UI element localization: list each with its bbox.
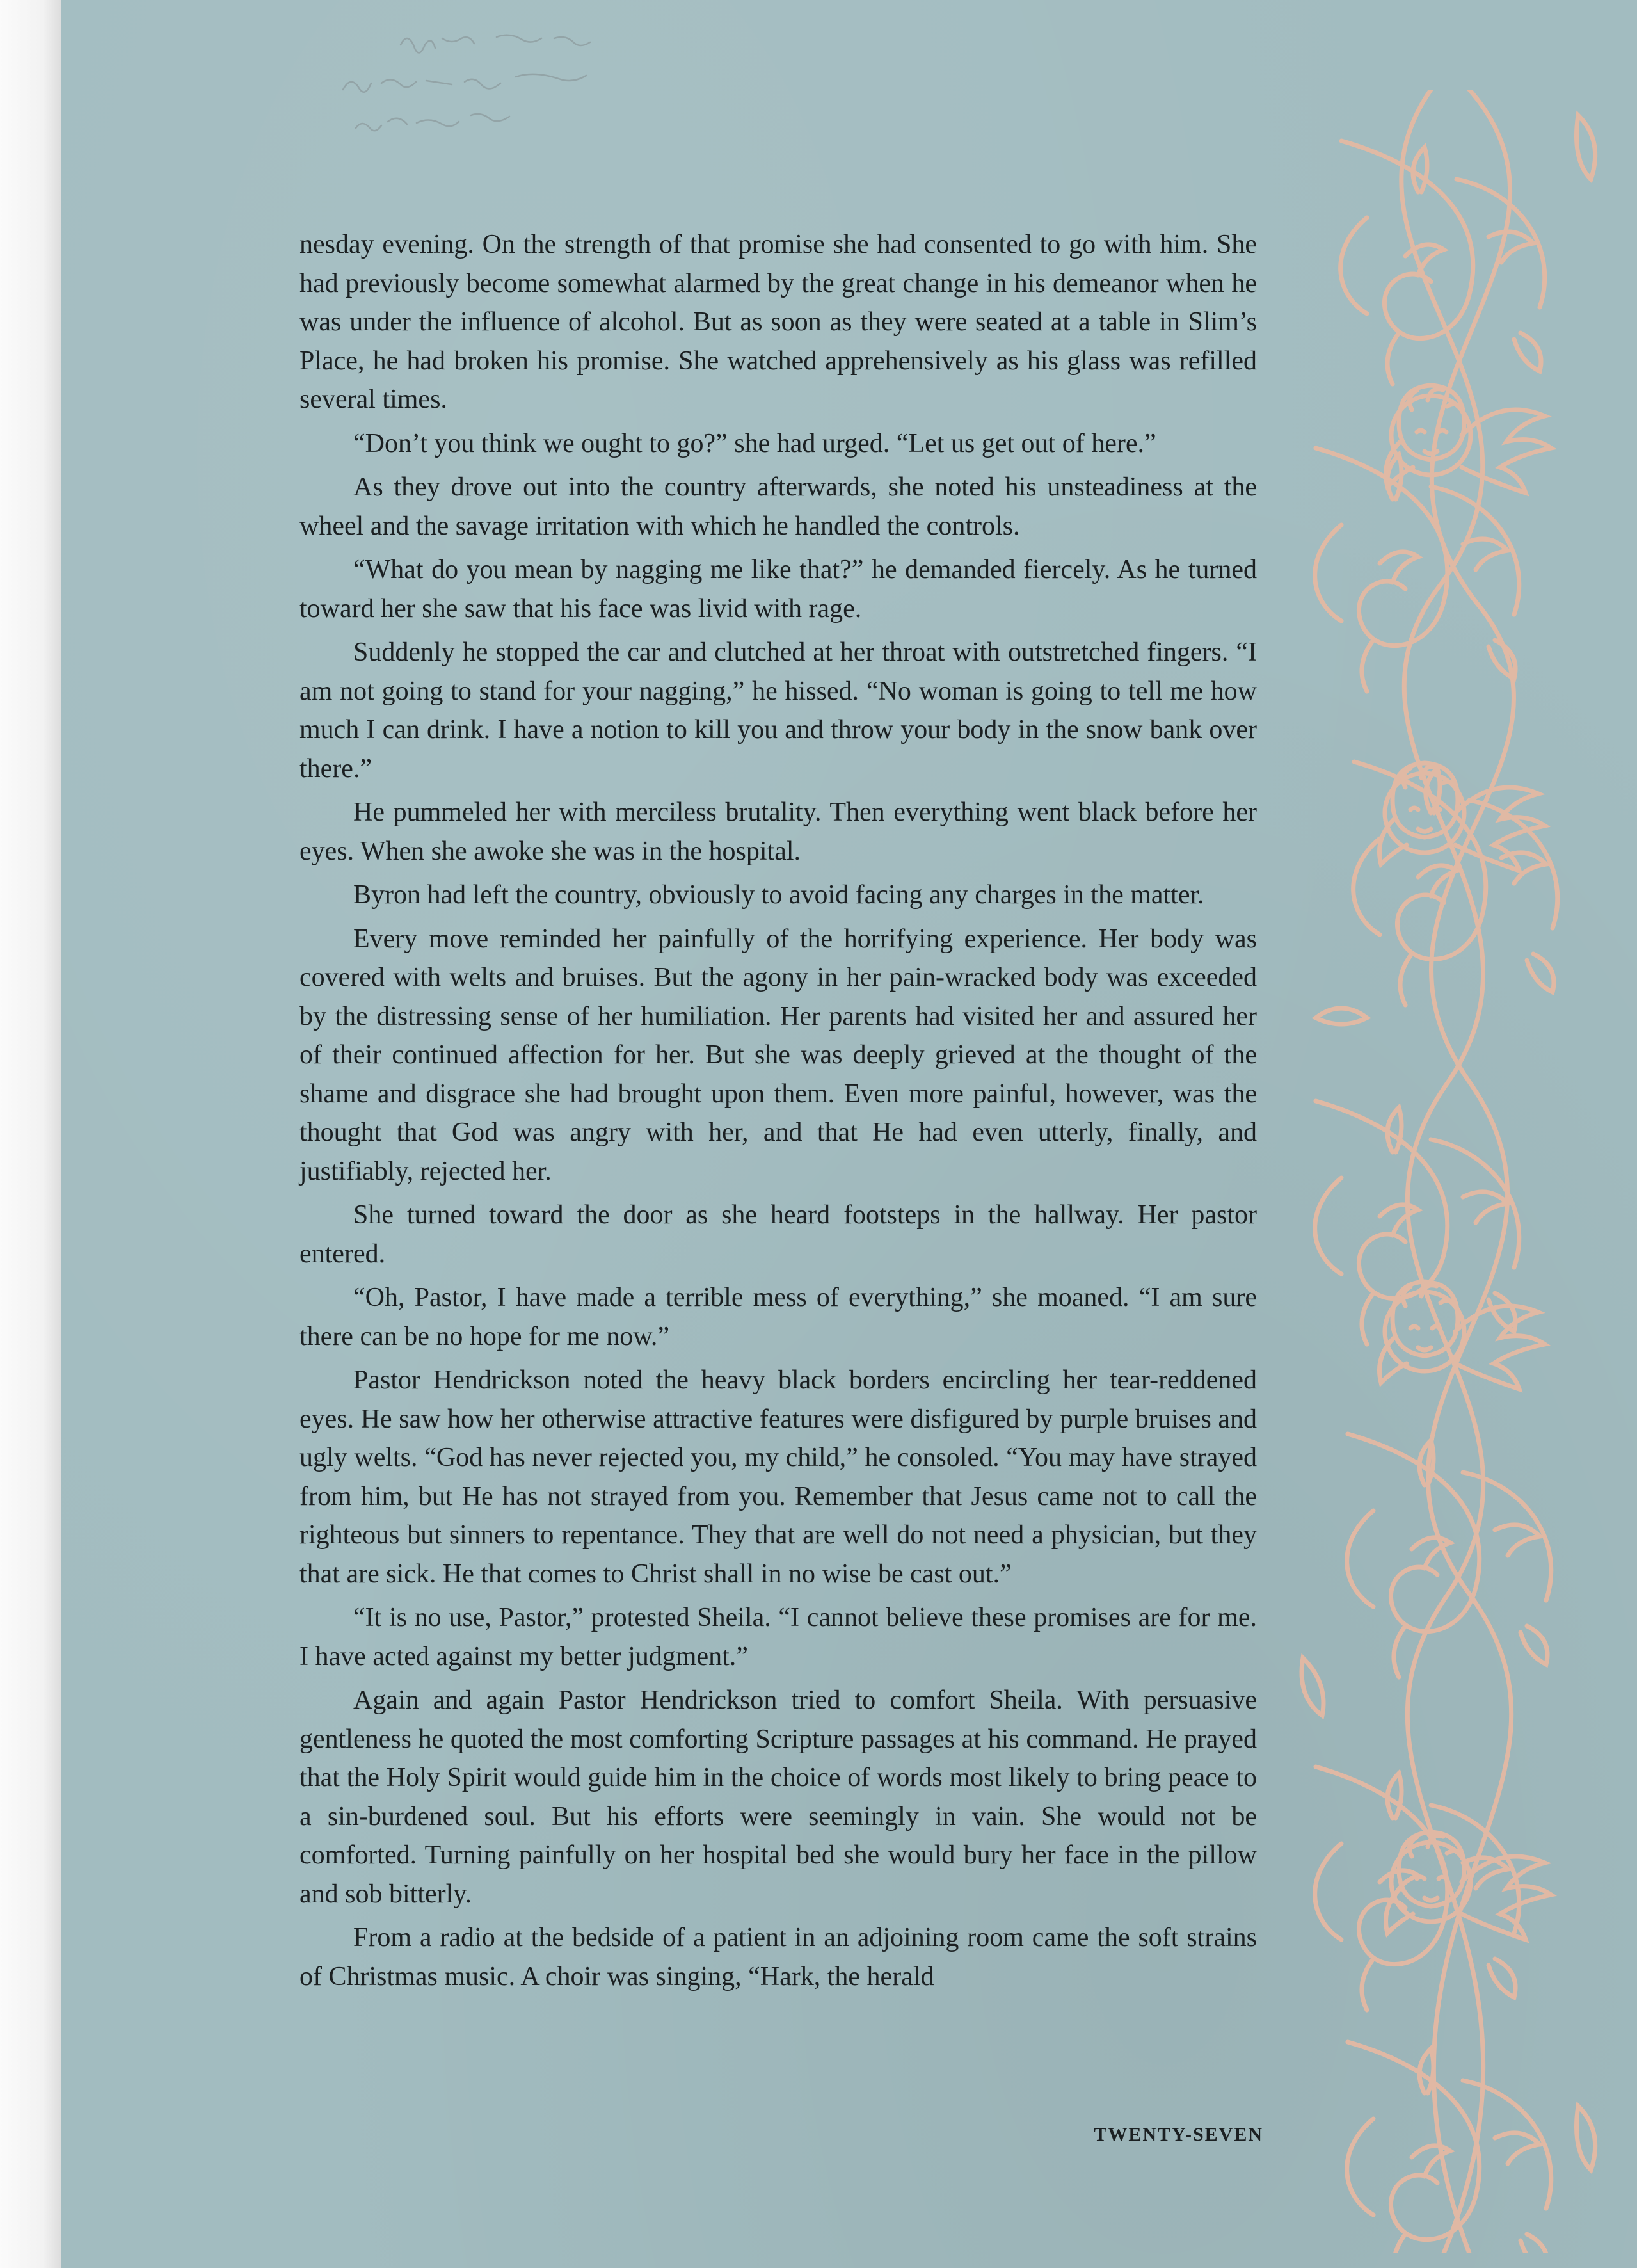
scan-margin <box>0 0 61 2268</box>
page-number: TWENTY-SEVEN <box>1094 2124 1263 2145</box>
pencil-scribble-icon <box>305 19 663 147</box>
paragraph: “What do you mean by nagging me like that?” he demanded fiercely. As he turned toward her she saw that his face was livid with rage. <box>299 555 1257 623</box>
paragraph: As they drove out into the country afterwards, she noted his unsteadiness at the wheel and the savage irritation with which he handled the controls. <box>299 472 1257 541</box>
paragraph: “Oh, Pastor, I have made a terrible mess of everything,” she moaned. “I am sure there can be no hope for me now.” <box>299 1283 1257 1351</box>
paragraph: “Don’t you think we ought to go?” she had urged. “Let us get out of here.” <box>353 428 1156 458</box>
paragraph: “It is no use, Pastor,” protested Sheila. “I cannot believe these promises are for me. I have acted against my better judgment.” <box>299 1603 1257 1671</box>
paragraph: He pummeled her with merciless brutality. Then everything went black before her eyes. When she awoke she was in the hospital. <box>299 798 1257 866</box>
paragraph: From a radio at the bedside of a patient in an adjoining room came the soft strains of Christmas music. A choir was singing, “Hark, the herald <box>299 1923 1257 1991</box>
paragraph: Pastor Hendrickson noted the heavy black borders encircling her tear-reddened eyes. He saw how her otherwise attractive features were disfigured by purple bruises and ugly welts. “God has never rejected you, my child,” he consoled. “You may have strayed from him, but He has not strayed from you. Remember that Jesus came not to call the righteous but sinners to repentance. They that are well do not need a physician, but they that are sick. He that comes to Christ shall in no wise be cast out.” <box>299 1365 1257 1589</box>
paragraph: Suddenly he stopped the car and clutched at her throat with outstretched fingers. “I am not going to stand for your nagging,” he hissed. “No woman is going to tell me how much I can drink. I have a notion to kill you and throw your body in the snow bank over there.” <box>299 638 1257 784</box>
paragraph: Every move reminded her painfully of the horrifying experience. Her body was covered with welts and bruises. But the agony in her pain-wracked body was exceeded by the distressing sense of her humiliation. Her parents had visited her and assured her of their continued affection for her. But she was deeply grieved at the thought of the shame and disgrace she had brought upon them. Even more painful, however, was the thought that God was angry with her, and that He had even utterly, finally, and justifiably, rejected her. <box>299 924 1257 1186</box>
paragraph: Byron had left the country, obviously to avoid facing any charges in the matter. <box>353 880 1204 910</box>
paragraph: She turned toward the door as she heard footsteps in the hallway. Her pastor entered. <box>299 1200 1257 1269</box>
paragraph: Again and again Pastor Hendrickson tried to comfort Sheila. With persuasive gentleness he quoted the most comforting Scripture passages at his command. He prayed that the Holy Spirit would guide him in the choice of words most likely to bring peace to a sin-burdened soul. But his efforts were seemingly in vain. She would not be comforted. Turning painfully on her hospital bed she would bury her face in the pillow and sob bitterly. <box>299 1685 1257 1909</box>
paragraph: nesday evening. On the strength of that promise she had consented to go with him. She had previously become somewhat alarmed by the great change in his demeanor when he was under the influence of alcohol. But as soon as they were seated at a table in Slim’s Place, he had broken his promise. She watched apprehensively as his glass was refilled several times. <box>299 230 1257 414</box>
story-text <box>299 225 1257 2001</box>
paper-sheet <box>61 0 1637 2268</box>
floral-scroll-border-with-cherubs-icon <box>1277 90 1636 2253</box>
